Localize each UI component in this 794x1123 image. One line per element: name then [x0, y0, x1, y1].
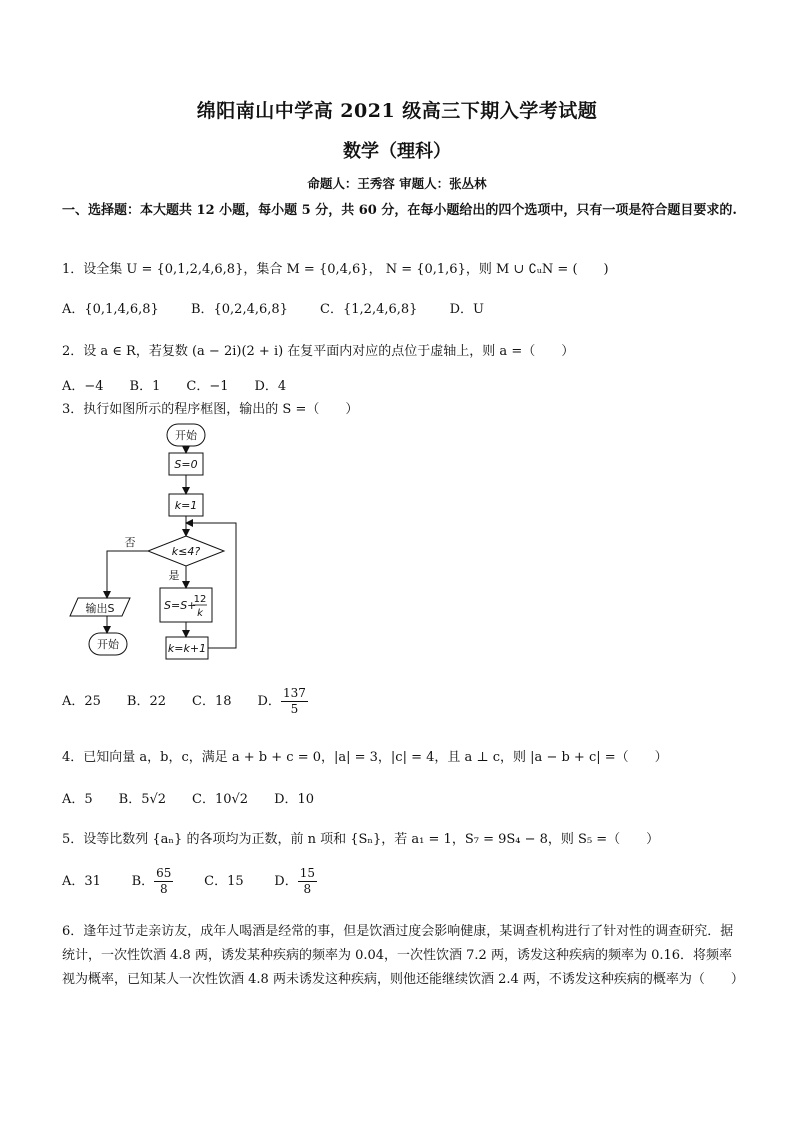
question-2-stem: 2．设 a ∈ R，若复数 (a − 2i)(2 + i) 在复平面内对应的点位于虚轴上，则 a =（ ）: [62, 344, 575, 359]
question-5-option-a: A．31: [62, 874, 101, 889]
exam-authors: 命题人：王秀容 审题人：张丛林: [307, 176, 487, 191]
flowchart-update-k-label: k=k+1: [167, 642, 207, 655]
question-5-option-d-den: 8: [303, 882, 312, 896]
question-4-options: A．5 B．5√2 C．10√2 D．10: [62, 792, 315, 807]
exam-subtitle: 数学（理科）: [343, 141, 451, 162]
question-3-option-d-fraction: [281, 686, 308, 717]
question-5-option-d-num: 15: [299, 866, 316, 880]
exam-title: 绵阳南山中学高 2021 级高三下期入学考试题: [196, 100, 598, 122]
question-5-option-b: B．: [131, 874, 155, 889]
question-6-text: 6．逢年过节走亲访友，成年人喝酒是经常的事，但是饮酒过度会影响健康，某调查机构进行了针对性的调查研究．据统计，一次性饮酒 4.8 两，诱发某种疾病的频率为 0.04，一次性饮酒 7.2 两，诱发这种疾病的频率为 0.16．将频率视为概率，已知某人一次性饮酒 4.8 两未诱发这种疾病，则他还能继续饮酒 2.4 两，不诱发这种疾病的概率为（ ）: [62, 924, 744, 987]
section-heading: 一、选择题：本大题共 12 小题，每小题 5 分，共 60 分，在每小题给出的四个选项中，只有一项是符合题目要求的.: [62, 203, 737, 218]
flowchart-condition-label: k≤4?: [171, 545, 201, 558]
question-5-options: [62, 866, 317, 897]
question-3-option-d-den: 5: [290, 702, 299, 716]
flowchart-no-label: 否: [124, 536, 136, 549]
question-1-stem: 1．设全集 U = {0,1,2,4,6,8}，集合 M = {0,4,6}， N = {0,1,6}，则 M ∪ ∁ᵤN = ( ): [62, 262, 609, 277]
flowchart-start-label: 开始: [175, 429, 197, 442]
flowchart-end-label: 开始: [97, 638, 119, 651]
question-5-option-b-fraction: [154, 866, 173, 897]
question-5-option-b-num: 65: [156, 866, 172, 880]
flowchart-update-s-den: k: [197, 608, 203, 619]
question-3-option-d-num: 137: [282, 686, 306, 700]
question-5-option-d: D．: [274, 874, 298, 889]
question-1-options: A．{0,1,4,6,8} B．{0,2,4,6,8} C．{1,2,4,6,8} D．U: [62, 302, 484, 317]
flowchart-init-s-label: S=0: [174, 458, 198, 471]
question-5-option-b-den: 8: [159, 882, 168, 896]
flowchart: [60, 418, 260, 668]
flowchart-output-label: 输出S: [85, 602, 115, 615]
flowchart-init-k-label: k=1: [174, 499, 198, 512]
flowchart-update-s-label: S=S+: [164, 599, 197, 612]
flowchart-yes-label: 是: [168, 569, 180, 582]
flowchart-update-s-num: 12: [193, 594, 207, 605]
question-4-stem: 4．已知向量 a，b，c，满足 a + b + c = 0，|a| = 3，|c| = 4，且 a ⊥ c，则 |a − b + c| =（ ）: [62, 750, 668, 765]
question-3-options-abc: A．25 B．22 C．18 D．: [62, 694, 281, 709]
question-5-option-d-fraction: [298, 866, 317, 897]
question-5-stem: 5．设等比数列 {aₙ} 的各项均为正数，前 n 项和 {Sₙ}，若 a₁ = 1，S₇ = 9S₄ − 8，则 S₅ =（ ）: [62, 832, 660, 847]
question-3-options: [62, 686, 308, 717]
question-5-option-c: C．15: [204, 874, 244, 889]
question-3-stem: 3．执行如图所示的程序框图，输出的 S =（ ）: [62, 402, 359, 417]
question-2-options: A．−4 B．1 C．−1 D．4: [62, 379, 287, 394]
